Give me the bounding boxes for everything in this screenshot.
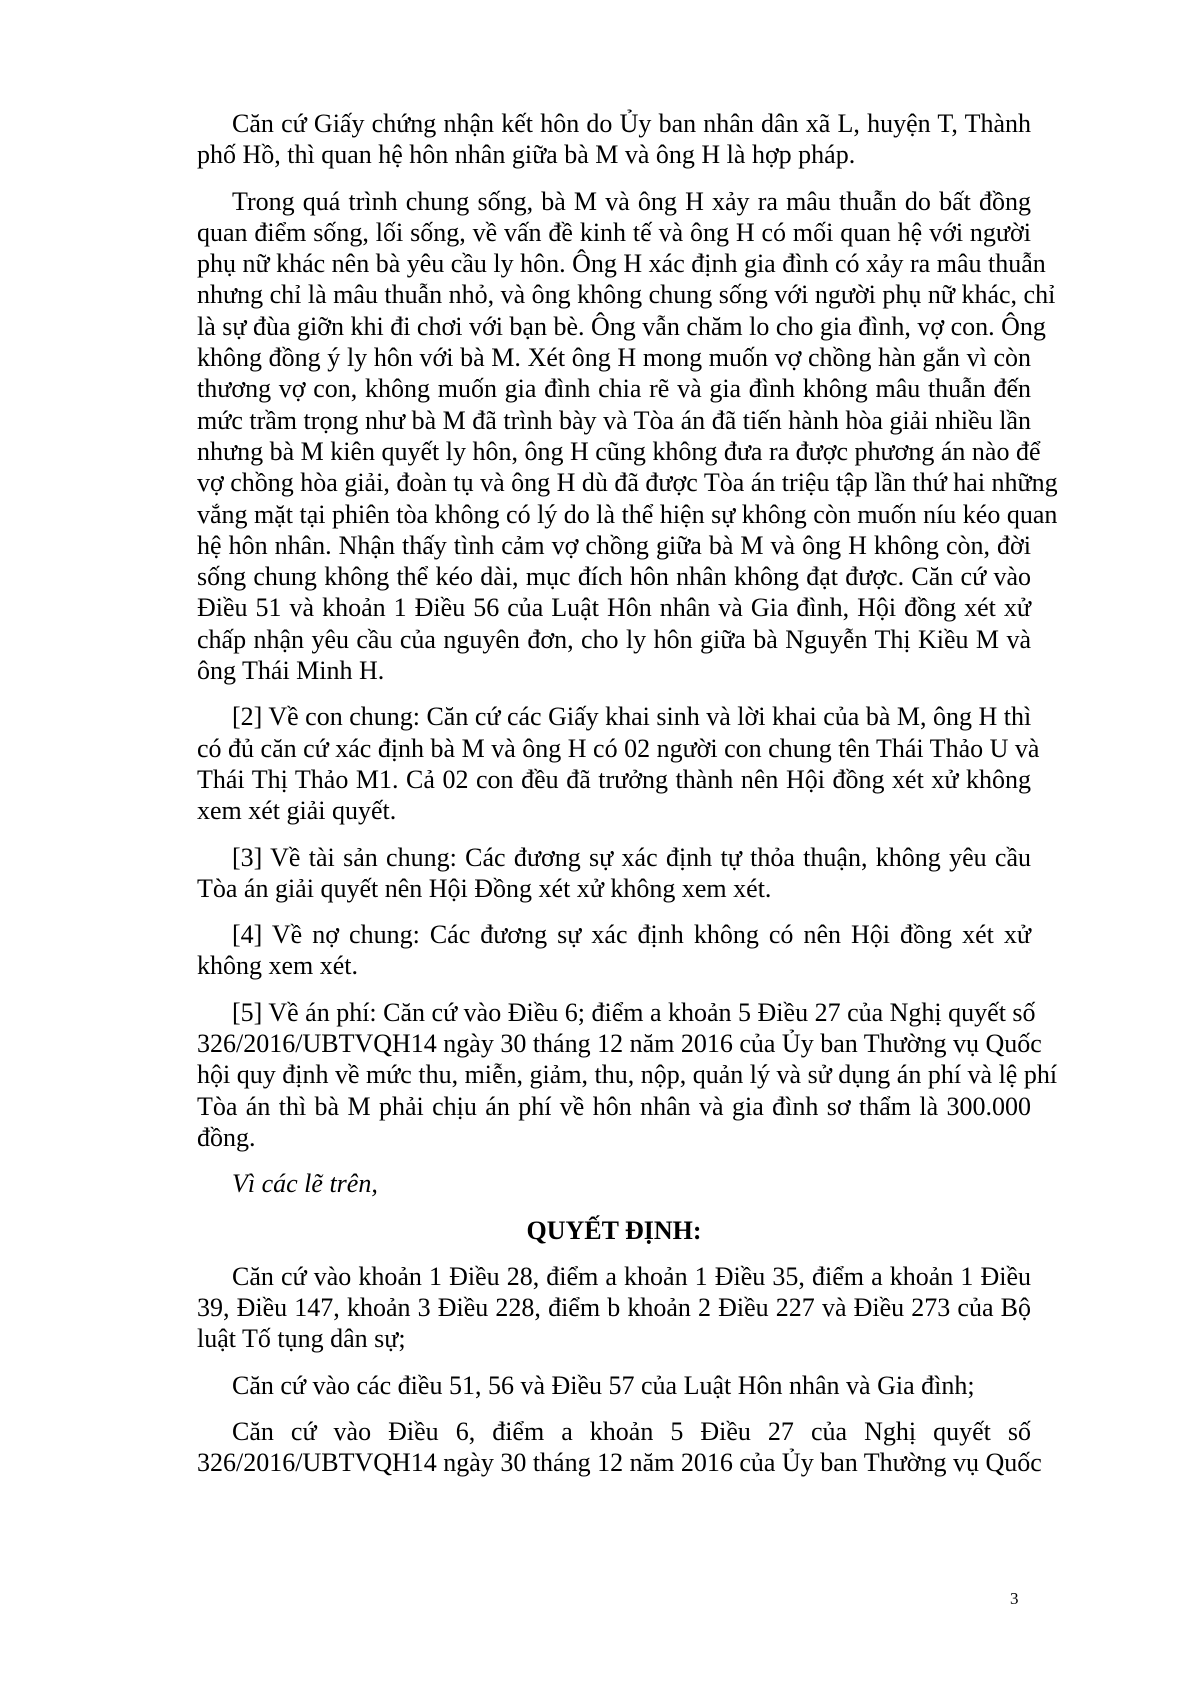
text-line: nhưng bà M kiên quyết ly hôn, ông H cũng không đưa ra được phương án nào để [197,436,1041,466]
paragraph-resolution-basis [197,1416,1042,1479]
text-line: ông Thái Minh H. [197,656,385,686]
text-line: Căn cứ vào các điều 51, 56 và Điều 57 của Luật Hôn nhân và Gia đình; [232,1370,975,1400]
text-line: đồng. [197,1122,256,1152]
text-line: mức trầm trọng như bà M đã trình bày và Tòa án đã tiến hành hòa giải nhiều lần [197,405,1031,435]
reasons-intro [197,1168,1031,1199]
text-line: [5] Về án phí: Căn cứ vào Điều 6; điểm a khoản 5 Điều 27 của Nghị quyết số [232,997,1036,1027]
text-line: [2] Về con chung: Căn cứ các Giấy khai sinh và lời khai của bà M, ông H thì [232,702,1032,732]
text-line: không đồng ý ly hôn với bà M. Xét ông H mong muốn vợ chồng hàn gắn vì còn [197,343,1031,373]
text-line: 326/2016/UBTVQH14 ngày 30 tháng 12 năm 2016 của Ủy ban Thường vụ Quốc [197,1029,1042,1059]
document-body [197,108,1058,1494]
text-line: Vì các lẽ trên, [232,1169,378,1199]
text-line: Trong quá trình chung sống, bà M và ông H xảy ra mâu thuẫn do bất đồng [232,186,1031,216]
text-line: Thái Thị Thảo M1. Cả 02 con đều đã trưởng thành nên Hội đồng xét xử không [197,764,1031,794]
paragraph-civil-procedure-basis [197,1261,1031,1355]
text-line: có đủ căn cứ xác định bà M và ông H có 02 người con chung tên Thái Thảo U và [197,733,1040,763]
text-line: phố Hồ, thì quan hệ hôn nhân giữa bà M và ông H là hợp pháp. [197,140,856,170]
paragraph-marriage-certificate [197,108,1031,171]
paragraph-common-property [197,842,1031,905]
text-line: hội quy định về mức thu, miễn, giảm, thu, nộp, quản lý và sử dụng án phí và lệ phí [197,1060,1058,1090]
text-line: [3] Về tài sản chung: Các đương sự xác định tự thỏa thuận, không yêu cầu [232,842,1031,872]
text-line: xem xét giải quyết. [197,796,397,826]
text-line: phụ nữ khác nên bà yêu cầu ly hôn. Ông H xác định gia đình có xảy ra mâu thuẫn [197,249,1046,279]
text-line: 39, Điều 147, khoản 3 Điều 228, điểm b khoản 2 Điều 227 và Điều 273 của Bộ [197,1293,1031,1323]
text-line: sống chung không thể kéo dài, mục đích hôn nhân không đạt được. Căn cứ vào [197,562,1031,592]
text-line: luật Tố tụng dân sự; [197,1324,406,1354]
text-line: Tòa án giải quyết nên Hội Đồng xét xử không xem xét. [197,873,772,903]
text-line: Căn cứ vào khoản 1 Điều 28, điểm a khoản 1 Điều 35, điểm a khoản 1 Điều [232,1261,1031,1291]
text-line: Tòa án thì bà M phải chịu án phí về hôn nhân và gia đình sơ thẩm là 300.000 [197,1091,1031,1121]
text-line: 326/2016/UBTVQH14 ngày 30 tháng 12 năm 2016 của Ủy ban Thường vụ Quốc [197,1448,1042,1478]
text-line: thương vợ con, không muốn gia đình chia rẽ và gia đình không mâu thuẫn đến [197,374,1031,404]
text-line: chấp nhận yêu cầu của nguyên đơn, cho ly hôn giữa bà Nguyễn Thị Kiều M và [197,624,1031,654]
text-line: vợ chồng hòa giải, đoàn tụ và ông H dù đã được Tòa án triệu tập lần thứ hai những [197,468,1058,498]
text-line: Căn cứ vào Điều 6, điểm a khoản 5 Điều 27 của Nghị quyết số [232,1416,1031,1446]
paragraph-court-fee [197,997,1058,1153]
text-line: Điều 51 và khoản 1 Điều 56 của Luật Hôn nhân và Gia đình, Hội đồng xét xử [197,593,1031,623]
text-line: quan điểm sống, lối sống, về vấn đề kinh tế và ông H có mối quan hệ với người [197,217,1031,247]
text-line: Căn cứ Giấy chứng nhận kết hôn do Ủy ban nhân dân xã L, huyện T, Thành [232,109,1031,138]
paragraph-common-debt [197,919,1031,982]
decision-heading: QUYẾT ĐỊNH: [526,1215,702,1245]
text-line: là sự đùa giỡn khi đi chơi với bạn bè. Ông vẫn chăm lo cho gia đình, vợ con. Ông [197,311,1046,341]
paragraph-marital-conflict [197,186,1058,687]
text-line: hệ hôn nhân. Nhận thấy tình cảm vợ chồng giữa bà M và ông H không còn, đời [197,530,1031,560]
paragraph-common-children [197,701,1040,826]
text-line: nhưng chỉ là mâu thuẫn nhỏ, và ông không chung sống với người phụ nữ khác, chỉ [197,280,1056,310]
text-line: không xem xét. [197,951,359,981]
text-line: [4] Về nợ chung: Các đương sự xác định không có nên Hội đồng xét xử [232,920,1031,950]
paragraph-marriage-law-basis [197,1370,1031,1401]
text-line: vắng mặt tại phiên tòa không có lý do là thể hiện sự không còn muốn níu kéo quan [197,499,1058,529]
page-number: 3 [1010,1589,1019,1608]
